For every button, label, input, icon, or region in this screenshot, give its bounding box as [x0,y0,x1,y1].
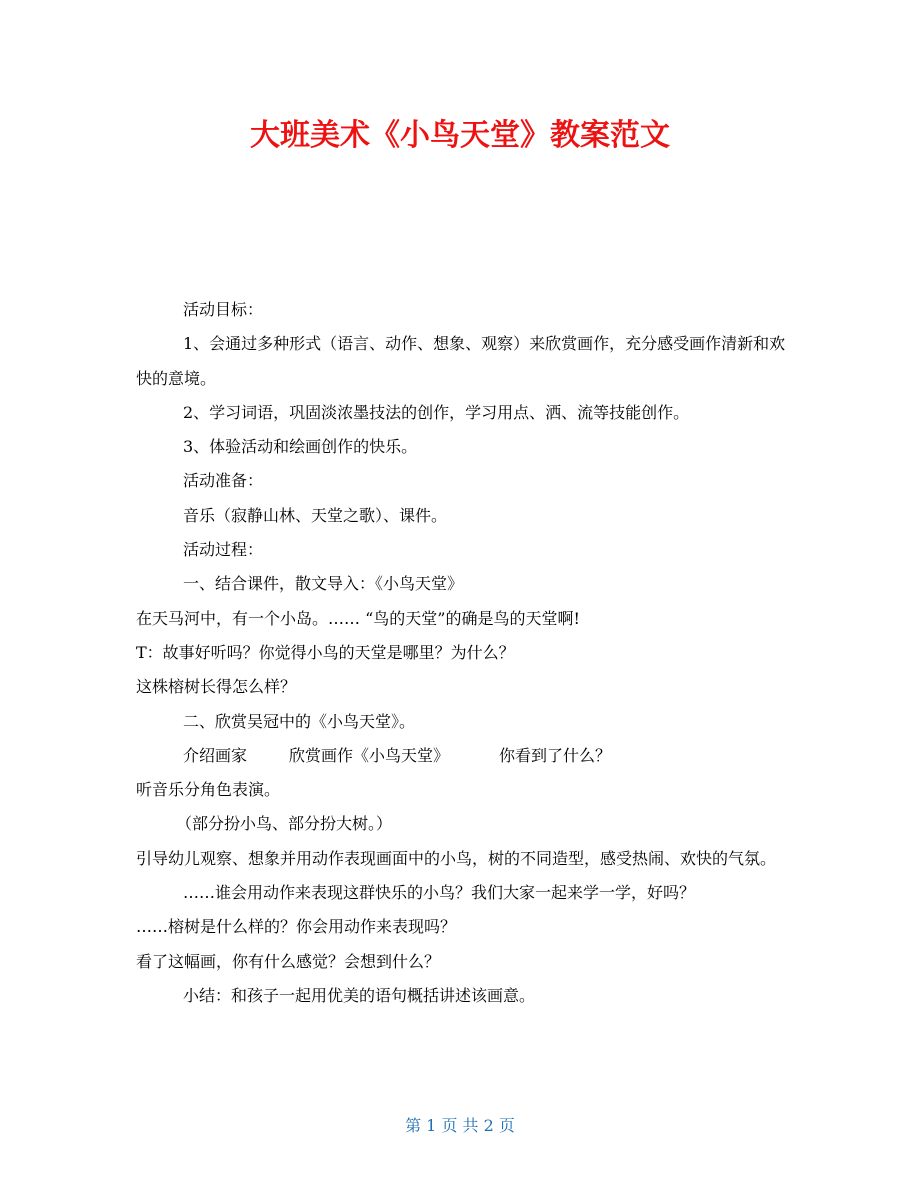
paragraph-role-assignment: （部分扮小鸟、部分扮大树。） [176,814,393,834]
paragraph-goal-3: 3、体验活动和绘画创作的快乐。 [183,437,418,457]
document-title: 大班美术《小鸟天堂》教案范文 [250,118,670,153]
steps-part-introduce-painter: 介绍画家 [183,745,248,765]
paragraph-role-play: 听音乐分角色表演。 [136,780,281,800]
paragraph-tree-question: 这株榕树长得怎么样？ [136,677,297,697]
document-body [136,293,786,1013]
steps-part-appreciate-painting: 欣赏画作《小鸟天堂》 [289,745,450,765]
paragraph-activity-prep: 活动准备： [183,471,264,491]
paragraph-summary: 小结：和孩子一起用优美的语句概括讲述该画意。 [183,985,536,1005]
paragraph-guide-observation: 引导幼儿观察、想象并用动作表现画面中的小鸟，树的不同造型，感受热闹、欢快的气氛。 [136,848,777,868]
paragraph-step-1: 一、结合课件，散文导入：《小鸟天堂》 [183,574,464,594]
paragraph-step-2: 二、欣赏吴冠中的《小鸟天堂》。 [183,711,416,731]
paragraph-goal-2: 2、学习词语，巩固淡浓墨技法的创作，学习用点、洒、流等技能创作。 [183,402,690,422]
paragraph-activity-process: 活动过程： [183,540,264,560]
paragraph-steps-line [136,739,786,773]
paragraph-goal-1: 1、会通过多种形式（语言、动作、想象、观察）来欣赏画作，充分感受画作清新和欢快的意境。 [136,334,786,388]
page-footer: 第 1 页 共 2 页 [405,1116,515,1135]
paragraph-question-feeling: 看了这幅画，你有什么感觉？会想到什么？ [136,951,441,971]
paragraph-activity-goals: 活动目标： [183,300,264,319]
steps-part-what-see: 你看到了什么？ [499,745,612,765]
paragraph-question-banyan: ……榕树是什么样的？你会用动作来表现吗？ [136,917,457,937]
paragraph-prep-items: 音乐（寂静山林、天堂之歌）、课件。 [183,505,448,525]
paragraph-story-excerpt: 在天马河中，有一个小岛。…… “鸟的天堂”的确是鸟的天堂啊! [136,608,580,628]
paragraph-teacher-question: T：故事好听吗？你觉得小鸟的天堂是哪里？为什么？ [136,642,515,662]
paragraph-question-birds: ……谁会用动作来表现这群快乐的小鸟？我们大家一起来学一学，好吗？ [183,883,696,903]
